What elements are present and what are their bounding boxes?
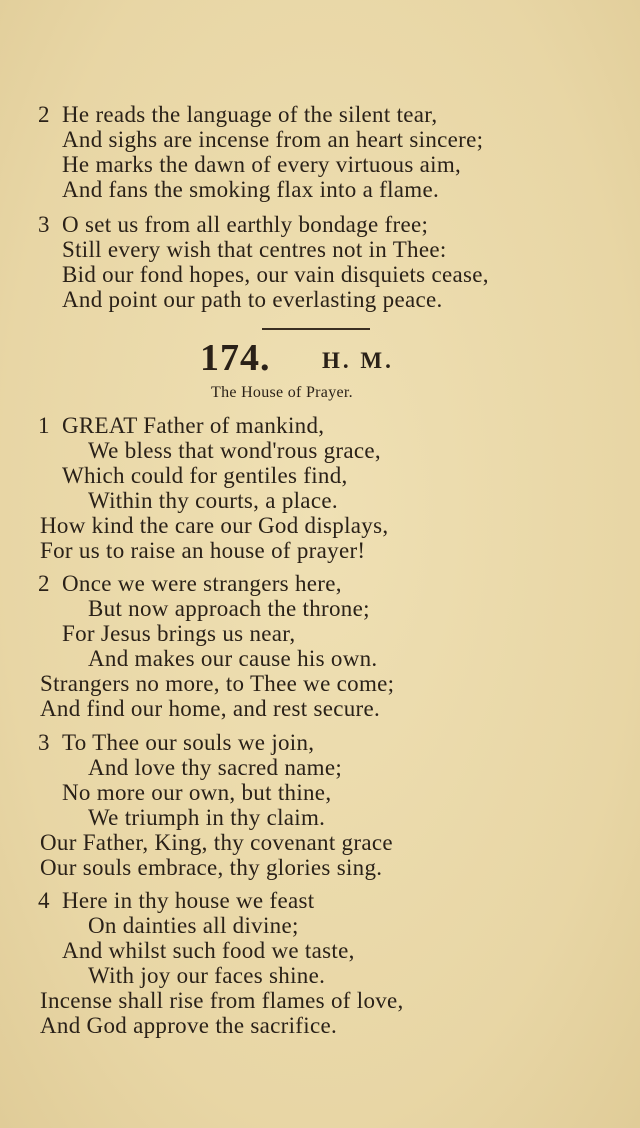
verse-line: We triumph in thy claim. (88, 805, 326, 830)
verse-line: On dainties all divine; (88, 913, 299, 938)
verse-line: We bless that wond'rous grace, (88, 438, 381, 463)
verse-line: And whilst such food we taste, (62, 938, 355, 963)
verse-line: Which could for gentiles find, (62, 463, 348, 488)
verse-line: For us to raise an house of prayer! (40, 538, 366, 563)
verse-line: Our Father, King, thy covenant grace (40, 830, 393, 855)
verse-line: He reads the language of the silent tear, (62, 102, 438, 127)
verse-line: O set us from all earthly bondage free; (62, 212, 429, 237)
verse-line: And fans the smoking flax into a flame. (62, 177, 440, 202)
verse-line: No more our own, but thine, (62, 780, 332, 805)
verse-line: And makes our cause his own. (88, 646, 378, 671)
verse-line: Bid our fond hopes, our vain disquiets cease, (62, 262, 489, 287)
verse-line: GREAT Father of mankind, (62, 413, 325, 438)
hymn-number: 174. (200, 337, 271, 379)
verse-line: Our souls embrace, thy glories sing. (40, 855, 383, 880)
verse-line: Still every wish that centres not in Thee: (62, 237, 447, 262)
verse-line: And love thy sacred name; (88, 755, 343, 780)
divider-rule (262, 328, 370, 330)
verse-line: For Jesus brings us near, (62, 621, 296, 646)
verse-line: Once we were strangers here, (62, 571, 342, 596)
verse-line: How kind the care our God displays, (40, 513, 389, 538)
verse-number: 2 (38, 102, 50, 127)
verse-line: And find our home, and rest secure. (40, 696, 381, 721)
verse-number: 3 (38, 730, 50, 755)
verse-line: Here in thy house we feast (62, 888, 315, 913)
verse-line: And point our path to everlasting peace. (62, 287, 443, 312)
verse-line: Within thy courts, a place. (88, 488, 338, 513)
verse-line: Incense shall rise from flames of love, (40, 988, 404, 1013)
verse-number: 2 (38, 571, 50, 596)
verse-number: 1 (38, 413, 50, 438)
hymn-meter: H. M. (322, 348, 394, 373)
verse-line: Strangers no more, to Thee we come; (40, 671, 395, 696)
verse-number: 4 (38, 888, 50, 913)
verse-line: And sighs are incense from an heart sincere; (62, 127, 484, 152)
hymn-title: The House of Prayer. (211, 384, 353, 401)
verse-line: To Thee our souls we join, (62, 730, 315, 755)
verse-number: 3 (38, 212, 50, 237)
verse-line: He marks the dawn of every virtuous aim, (62, 152, 462, 177)
verse-line: With joy our faces shine. (88, 963, 326, 988)
verse-line: And God approve the sacrifice. (40, 1013, 338, 1038)
verse-line: But now approach the throne; (88, 596, 370, 621)
